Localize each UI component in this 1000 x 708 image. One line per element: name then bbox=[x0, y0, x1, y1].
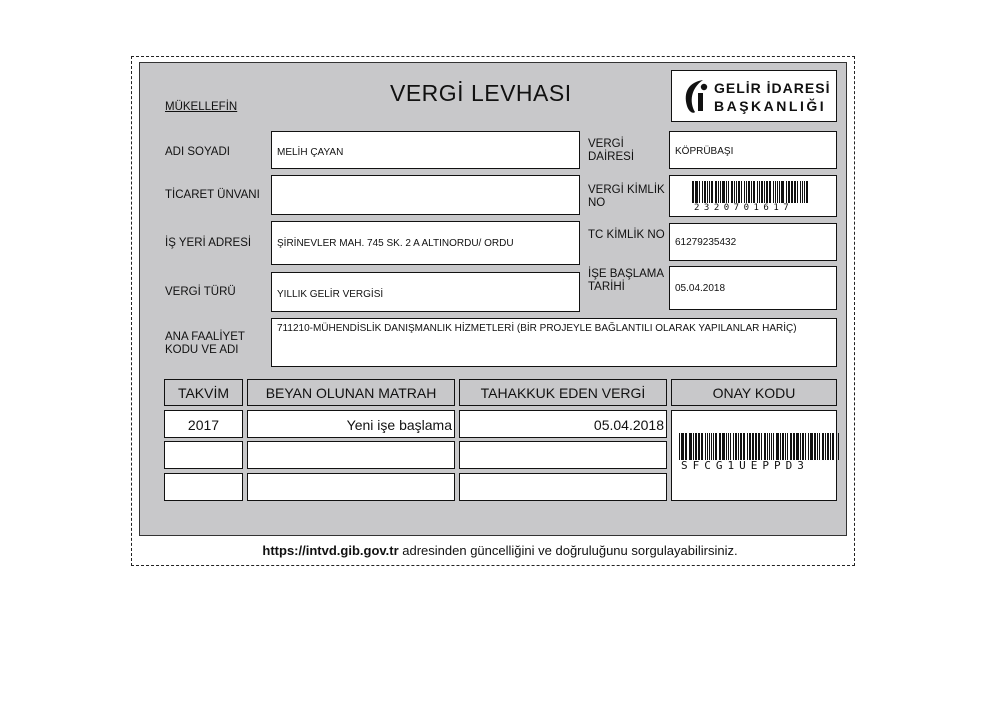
barcode-bar bbox=[726, 181, 727, 203]
tax-office-label-line1: VERGİ bbox=[588, 138, 624, 150]
barcode-bar bbox=[726, 433, 727, 460]
tax-office-value: KÖPRÜBAŞI bbox=[675, 146, 734, 157]
barcode-bar bbox=[755, 433, 757, 460]
barcode-bar bbox=[797, 181, 798, 203]
table-row-1-period bbox=[164, 410, 243, 438]
declared-base-value: Yeni işe başlama bbox=[346, 417, 452, 433]
logo-box bbox=[671, 70, 837, 122]
barcode-bar bbox=[748, 181, 750, 203]
footer-note bbox=[0, 543, 1000, 558]
table-header-accrued-tax: TAHAKKUK EDEN VERGİ bbox=[459, 379, 667, 406]
barcode-bar bbox=[733, 433, 734, 460]
barcode-bar bbox=[752, 433, 754, 460]
start-date-label-line1: İŞE BAŞLAMA bbox=[588, 268, 665, 280]
barcode-bar bbox=[695, 181, 698, 203]
barcode-bar bbox=[791, 181, 793, 203]
address-field bbox=[271, 221, 580, 265]
barcode-bar bbox=[711, 433, 712, 460]
barcode-bar bbox=[698, 433, 700, 460]
name-label: ADI SOYADI bbox=[165, 146, 230, 158]
barcode-bar bbox=[767, 433, 768, 460]
barcode-bar bbox=[825, 433, 826, 460]
barcode-bar bbox=[806, 181, 808, 203]
barcode-bar bbox=[785, 433, 786, 460]
barcode-bar bbox=[709, 181, 710, 203]
barcode-bar bbox=[718, 181, 719, 203]
barcode-bar bbox=[822, 433, 824, 460]
barcode-bar bbox=[738, 181, 740, 203]
table-row-2-accrued-tax bbox=[459, 441, 667, 469]
page-title: VERGİ LEVHASI bbox=[390, 80, 572, 106]
approval-code-value: SFCG1UEPPD3 bbox=[681, 459, 809, 472]
table-row-3-declared-base bbox=[247, 473, 455, 501]
barcode-bar bbox=[810, 433, 813, 460]
barcode-bar bbox=[728, 181, 729, 203]
barcode-bar bbox=[699, 181, 700, 203]
barcode-bar bbox=[800, 433, 801, 460]
barcode-bar bbox=[782, 433, 784, 460]
barcode-bar bbox=[790, 433, 792, 460]
barcode-bar bbox=[679, 433, 680, 460]
barcode-bar bbox=[751, 181, 752, 203]
barcode-bar bbox=[769, 433, 770, 460]
barcode-bar bbox=[705, 433, 706, 460]
trade-name-field bbox=[271, 175, 580, 215]
barcode-bar bbox=[832, 433, 834, 460]
barcode-bar bbox=[836, 433, 837, 460]
barcode-bar bbox=[769, 181, 771, 203]
barcode-bar bbox=[692, 181, 694, 203]
tc-id-value: 61279235432 bbox=[675, 237, 737, 248]
barcode-bar bbox=[738, 433, 739, 460]
logo-text-line1: GELİR İDARESİ bbox=[714, 80, 831, 96]
barcode-bar bbox=[713, 433, 714, 460]
tax-id-barcode bbox=[692, 181, 809, 203]
barcode-bar bbox=[707, 181, 708, 203]
barcode-bar bbox=[777, 181, 778, 203]
barcode-bar bbox=[764, 433, 766, 460]
barcode-bar bbox=[817, 433, 818, 460]
barcode-bar bbox=[775, 181, 776, 203]
start-date-field bbox=[669, 266, 837, 310]
barcode-bar bbox=[747, 433, 748, 460]
barcode-bar bbox=[776, 433, 779, 460]
tax-id-label-line2: NO bbox=[588, 197, 606, 209]
barcode-bar bbox=[838, 433, 839, 460]
barcode-bar bbox=[802, 433, 804, 460]
barcode-bar bbox=[808, 433, 809, 460]
barcode-bar bbox=[830, 433, 831, 460]
period-value: 2017 bbox=[187, 417, 220, 433]
barcode-bar bbox=[741, 181, 742, 203]
barcode-bar bbox=[702, 181, 703, 203]
barcode-bar bbox=[781, 181, 784, 203]
barcode-bar bbox=[758, 433, 760, 460]
activity-value: 711210-MÜHENDİSLİK DANIŞMANLIK HİZMETLERİ (BİR PROJEYLE BAĞLANTILI OLARAK YAPILANLAR HARİÇ) bbox=[277, 323, 797, 334]
barcode-bar bbox=[766, 181, 768, 203]
tax-type-label: VERGİ TÜRÜ bbox=[165, 286, 236, 298]
table-header-approval-code: ONAY KODU bbox=[671, 379, 837, 406]
table-header-declared-base: BEYAN OLUNAN MATRAH bbox=[247, 379, 455, 406]
barcode-bar bbox=[685, 433, 687, 460]
barcode-bar bbox=[804, 181, 805, 203]
barcode-bar bbox=[709, 433, 710, 460]
table-row-2-period bbox=[164, 441, 243, 469]
footer-url[interactable]: https://intvd.gib.gov.tr bbox=[262, 543, 399, 558]
barcode-bar bbox=[695, 433, 697, 460]
tax-id-field bbox=[669, 175, 837, 217]
footer-text: adresinden güncelliğini ve doğruluğunu sorgulayabilirsiniz. bbox=[398, 543, 738, 558]
barcode-bar bbox=[786, 181, 787, 203]
name-field bbox=[271, 131, 580, 169]
barcode-bar bbox=[749, 433, 751, 460]
barcode-bar bbox=[681, 433, 684, 460]
barcode-bar bbox=[800, 181, 801, 203]
accrued-tax-value: 05.04.2018 bbox=[593, 417, 664, 433]
tc-id-field bbox=[669, 223, 837, 261]
tax-type-value: YILLIK GELİR VERGİSİ bbox=[277, 289, 384, 300]
barcode-bar bbox=[728, 433, 729, 460]
barcode-bar bbox=[740, 433, 742, 460]
barcode-bar bbox=[788, 181, 790, 203]
barcode-bar bbox=[761, 433, 762, 460]
table-row-3-period bbox=[164, 473, 243, 501]
barcode-bar bbox=[787, 433, 788, 460]
barcode-bar bbox=[819, 433, 820, 460]
start-date-value: 05.04.2018 bbox=[675, 283, 726, 294]
table-row-2-declared-base bbox=[247, 441, 455, 469]
barcode-bar bbox=[794, 181, 796, 203]
trade-name-label: TİCARET ÜNVANI bbox=[165, 189, 260, 201]
barcode-bar bbox=[715, 433, 717, 460]
activity-label-line2: KODU VE ADI bbox=[165, 344, 239, 356]
name-value: MELİH ÇAYAN bbox=[277, 147, 344, 158]
activity-field bbox=[271, 318, 837, 367]
barcode-bar bbox=[693, 433, 694, 460]
tax-type-field bbox=[271, 272, 580, 312]
barcode-bar bbox=[779, 181, 780, 203]
barcode-bar bbox=[773, 181, 774, 203]
tax-id-label-line1: VERGİ KİMLİK bbox=[588, 184, 665, 196]
address-value: ŞİRİNEVLER MAH. 745 SK. 2 A ALTINORDU/ ORDU bbox=[277, 238, 514, 249]
logo-text-line2: BAŞKANLIĞI bbox=[714, 98, 827, 114]
barcode-bar bbox=[743, 433, 745, 460]
barcode-bar bbox=[734, 181, 735, 203]
barcode-bar bbox=[764, 181, 765, 203]
table-row-1-declared-base bbox=[247, 410, 455, 438]
barcode-bar bbox=[736, 181, 737, 203]
tax-office-field bbox=[669, 131, 837, 169]
barcode-bar bbox=[707, 433, 708, 460]
barcode-bar bbox=[759, 181, 760, 203]
barcode-bar bbox=[730, 433, 731, 460]
barcode-bar bbox=[796, 433, 799, 460]
barcode-bar bbox=[722, 433, 725, 460]
barcode-bar bbox=[814, 433, 816, 460]
table-header-period: TAKVİM bbox=[164, 379, 243, 406]
barcode-bar bbox=[735, 433, 737, 460]
barcode-bar bbox=[753, 181, 755, 203]
barcode-bar bbox=[704, 181, 706, 203]
barcode-bar bbox=[793, 433, 795, 460]
gib-logo-icon bbox=[681, 76, 715, 116]
barcode-bar bbox=[720, 181, 721, 203]
tax-office-label-line2: DAİRESİ bbox=[588, 151, 635, 163]
table-row-3-accrued-tax bbox=[459, 473, 667, 501]
barcode-bar bbox=[773, 433, 774, 460]
table-row-1-accrued-tax bbox=[459, 410, 667, 438]
approval-code-barcode bbox=[679, 433, 840, 460]
barcode-bar bbox=[715, 181, 717, 203]
barcode-bar bbox=[780, 433, 781, 460]
barcode-bar bbox=[722, 181, 725, 203]
tc-id-label: TC KİMLİK NO bbox=[588, 229, 665, 241]
barcode-bar bbox=[731, 181, 733, 203]
tax-id-value: 2320701617 bbox=[694, 203, 794, 213]
barcode-bar bbox=[701, 433, 703, 460]
barcode-bar bbox=[711, 181, 713, 203]
activity-label-line1: ANA FAALİYET bbox=[165, 331, 245, 343]
barcode-bar bbox=[744, 181, 745, 203]
barcode-bar bbox=[746, 181, 747, 203]
section-label: MÜKELLEFİN bbox=[165, 101, 238, 113]
barcode-bar bbox=[761, 181, 763, 203]
approval-code-cell bbox=[671, 410, 837, 501]
barcode-bar bbox=[802, 181, 803, 203]
start-date-label-line2: TARİHİ bbox=[588, 281, 625, 293]
barcode-bar bbox=[827, 433, 829, 460]
barcode-bar bbox=[689, 433, 692, 460]
barcode-bar bbox=[757, 181, 758, 203]
address-label: İŞ YERİ ADRESİ bbox=[165, 237, 252, 249]
barcode-bar bbox=[805, 433, 806, 460]
barcode-bar bbox=[719, 433, 721, 460]
barcode-bar bbox=[771, 433, 772, 460]
